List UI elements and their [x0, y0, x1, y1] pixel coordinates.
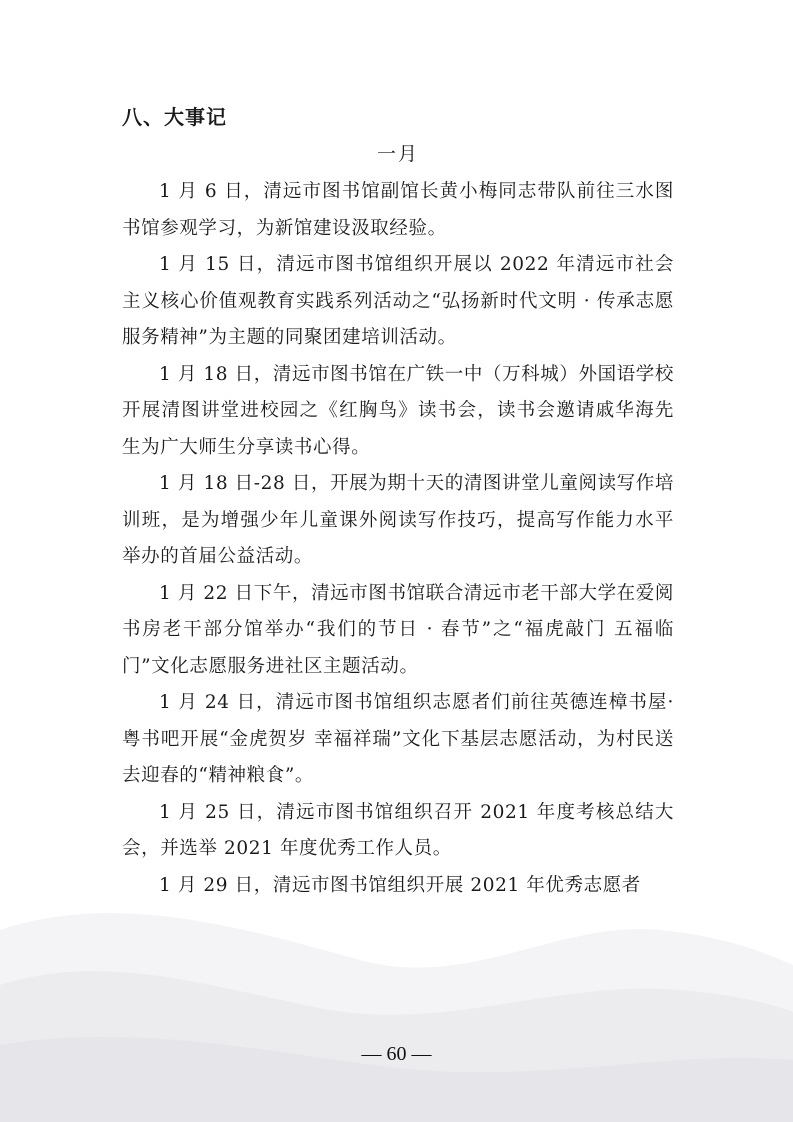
- month-heading: 一月: [376, 143, 419, 165]
- event-entry: 1 月 24 日，清远市图书馆组织志愿者们前往英德连樟书屋·粤书吧开展“金虎贺岁 幸福祥瑞”文化下基层志愿活动，为村民送去迎春的“精神粮食”。: [122, 692, 674, 786]
- event-entry: 1 月 15 日，清远市图书馆组织开展以 2022 年清远市社会主义核心价值观教育实践系列活动之“弘扬新时代文明 · 传承志愿服务精神”为主题的同聚团建培训活动。: [122, 254, 674, 348]
- event-entry: 1 月 29 日，清远市图书馆组织开展 2021 年优秀志愿者: [159, 874, 641, 896]
- section-heading: 八、大事记: [122, 105, 227, 129]
- event-entry: 1 月 6 日，清远市图书馆副馆长黄小梅同志带队前往三水图书馆参观学习，为新馆建设汲取经验。: [122, 181, 674, 239]
- event-entry: 1 月 25 日，清远市图书馆组织召开 2021 年度考核总结大会，并选举 2021 年度优秀工作人员。: [122, 801, 674, 859]
- event-entry: 1 月 22 日下午，清远市图书馆联合清远市老干部大学在爱阅书房老干部分馆举办“我们的节日 · 春节”之“福虎敲门 五福临门”文化志愿服务进社区主题活动。: [122, 582, 674, 677]
- event-entry: 1 月 18 日，清远市图书馆在广铁一中（万科城）外国语学校开展清图讲堂进校园之《红胸鸟》读书会，读书会邀请戚华海先生为广大师生分享读书心得。: [122, 363, 674, 458]
- page-content: [122, 102, 674, 904]
- event-entry: 1 月 18 日-28 日，开展为期十天的清图讲堂儿童阅读写作培训班，是为增强少年儿童课外阅读写作技巧，提高写作能力水平举办的首届公益活动。: [122, 473, 674, 567]
- page-number: — 60 —: [361, 1043, 432, 1065]
